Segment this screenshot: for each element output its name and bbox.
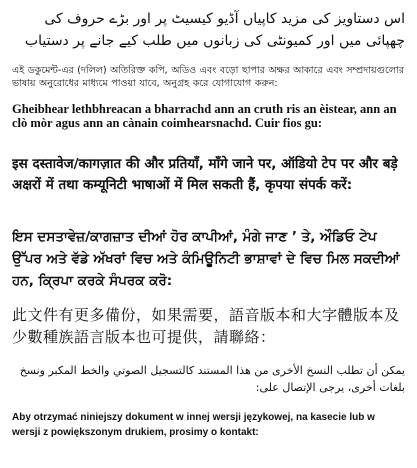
hindi-paragraph: इस दस्तावेज/कागज़ात की और प्रतियाँ, माँगे जाने पर, ऑडियो टेप पर और बड़े अक्षरों में तथा कम्यूनिटी भाषाओं में मिल सकती हैं, कृपया संपर्क करें: bbox=[12, 156, 398, 193]
urdu-paragraph: اس دستاویز کی مزید کاپیاں آڈیو کیسیٹ پر اور بڑے حروف کی چھپائی میں اور کمیونٹی کی زبانوں میں طلب کیے جانے پر دستیاب bbox=[24, 11, 405, 49]
gaelic-paragraph: Gheibhear lethbhreacan a bharrachd ann an cruth ris an èistear, ann an clò mòr agus ann an cànain coimhearsnachd. Cuir fios gu: bbox=[12, 102, 397, 130]
chinese-paragraph: 此文件有更多備份，如果需要，語音版本和大字體版本及少數種族語言版本也可提供，請聯絡： bbox=[12, 306, 400, 346]
punjabi-paragraph: ਇਸ ਦਸਤਾਵੇਜ਼/ਕਾਗਜ਼ਾਤ ਦੀਆਂ ਹੋਰ ਕਾਪੀਆਂ, ਮੰਗੇ ਜਾਣ ’ ਤੇ, ਔਡਿਓ ਟੇਪ ਉੱਪਰ ਅਤੇ ਵੱਡੇ ਅੱਖਰਾਂ ਵਿਚ ਅਤੇ ਕੰਮਿਊਨਿਟੀ ਭਾਸ਼ਾਵਾਂ ਦੇ ਵਿਚ ਮਿਲ ਸਕਦੀਆਂ ਹਨ, ਕ੍ਰਿਪਾ ਕਰਕੇ ਸੰਪਰਕ ਕਰੋ: bbox=[12, 229, 400, 289]
bengali-paragraph: এই ডকুমেন্ট-এর (দলিল) অতিরিক্ত কপি, অডিও এবং বড়ো ছাপার অক্ষর আকারে এবং সম্প্রদায়গুলোর ভাষায় অনুরোধের মাধ্যমে পাওয়া যাবে, অনুগ্রহ করে যোগাযোগ করুন: bbox=[12, 65, 404, 89]
polish-paragraph: Aby otrzymać niniejszy dokument w innej wersji językowej, na kasecie lub w wersji z powiększonym drukiem, prosimy o kontakt: bbox=[12, 412, 375, 438]
arabic-paragraph: يمكن أن تطلب النسخ الأخرى من هذا المستند كالتسجيل الصوتي والخط المكبر ونسخ بلغات أخرى، يرجى الإتصال على: bbox=[19, 364, 405, 394]
